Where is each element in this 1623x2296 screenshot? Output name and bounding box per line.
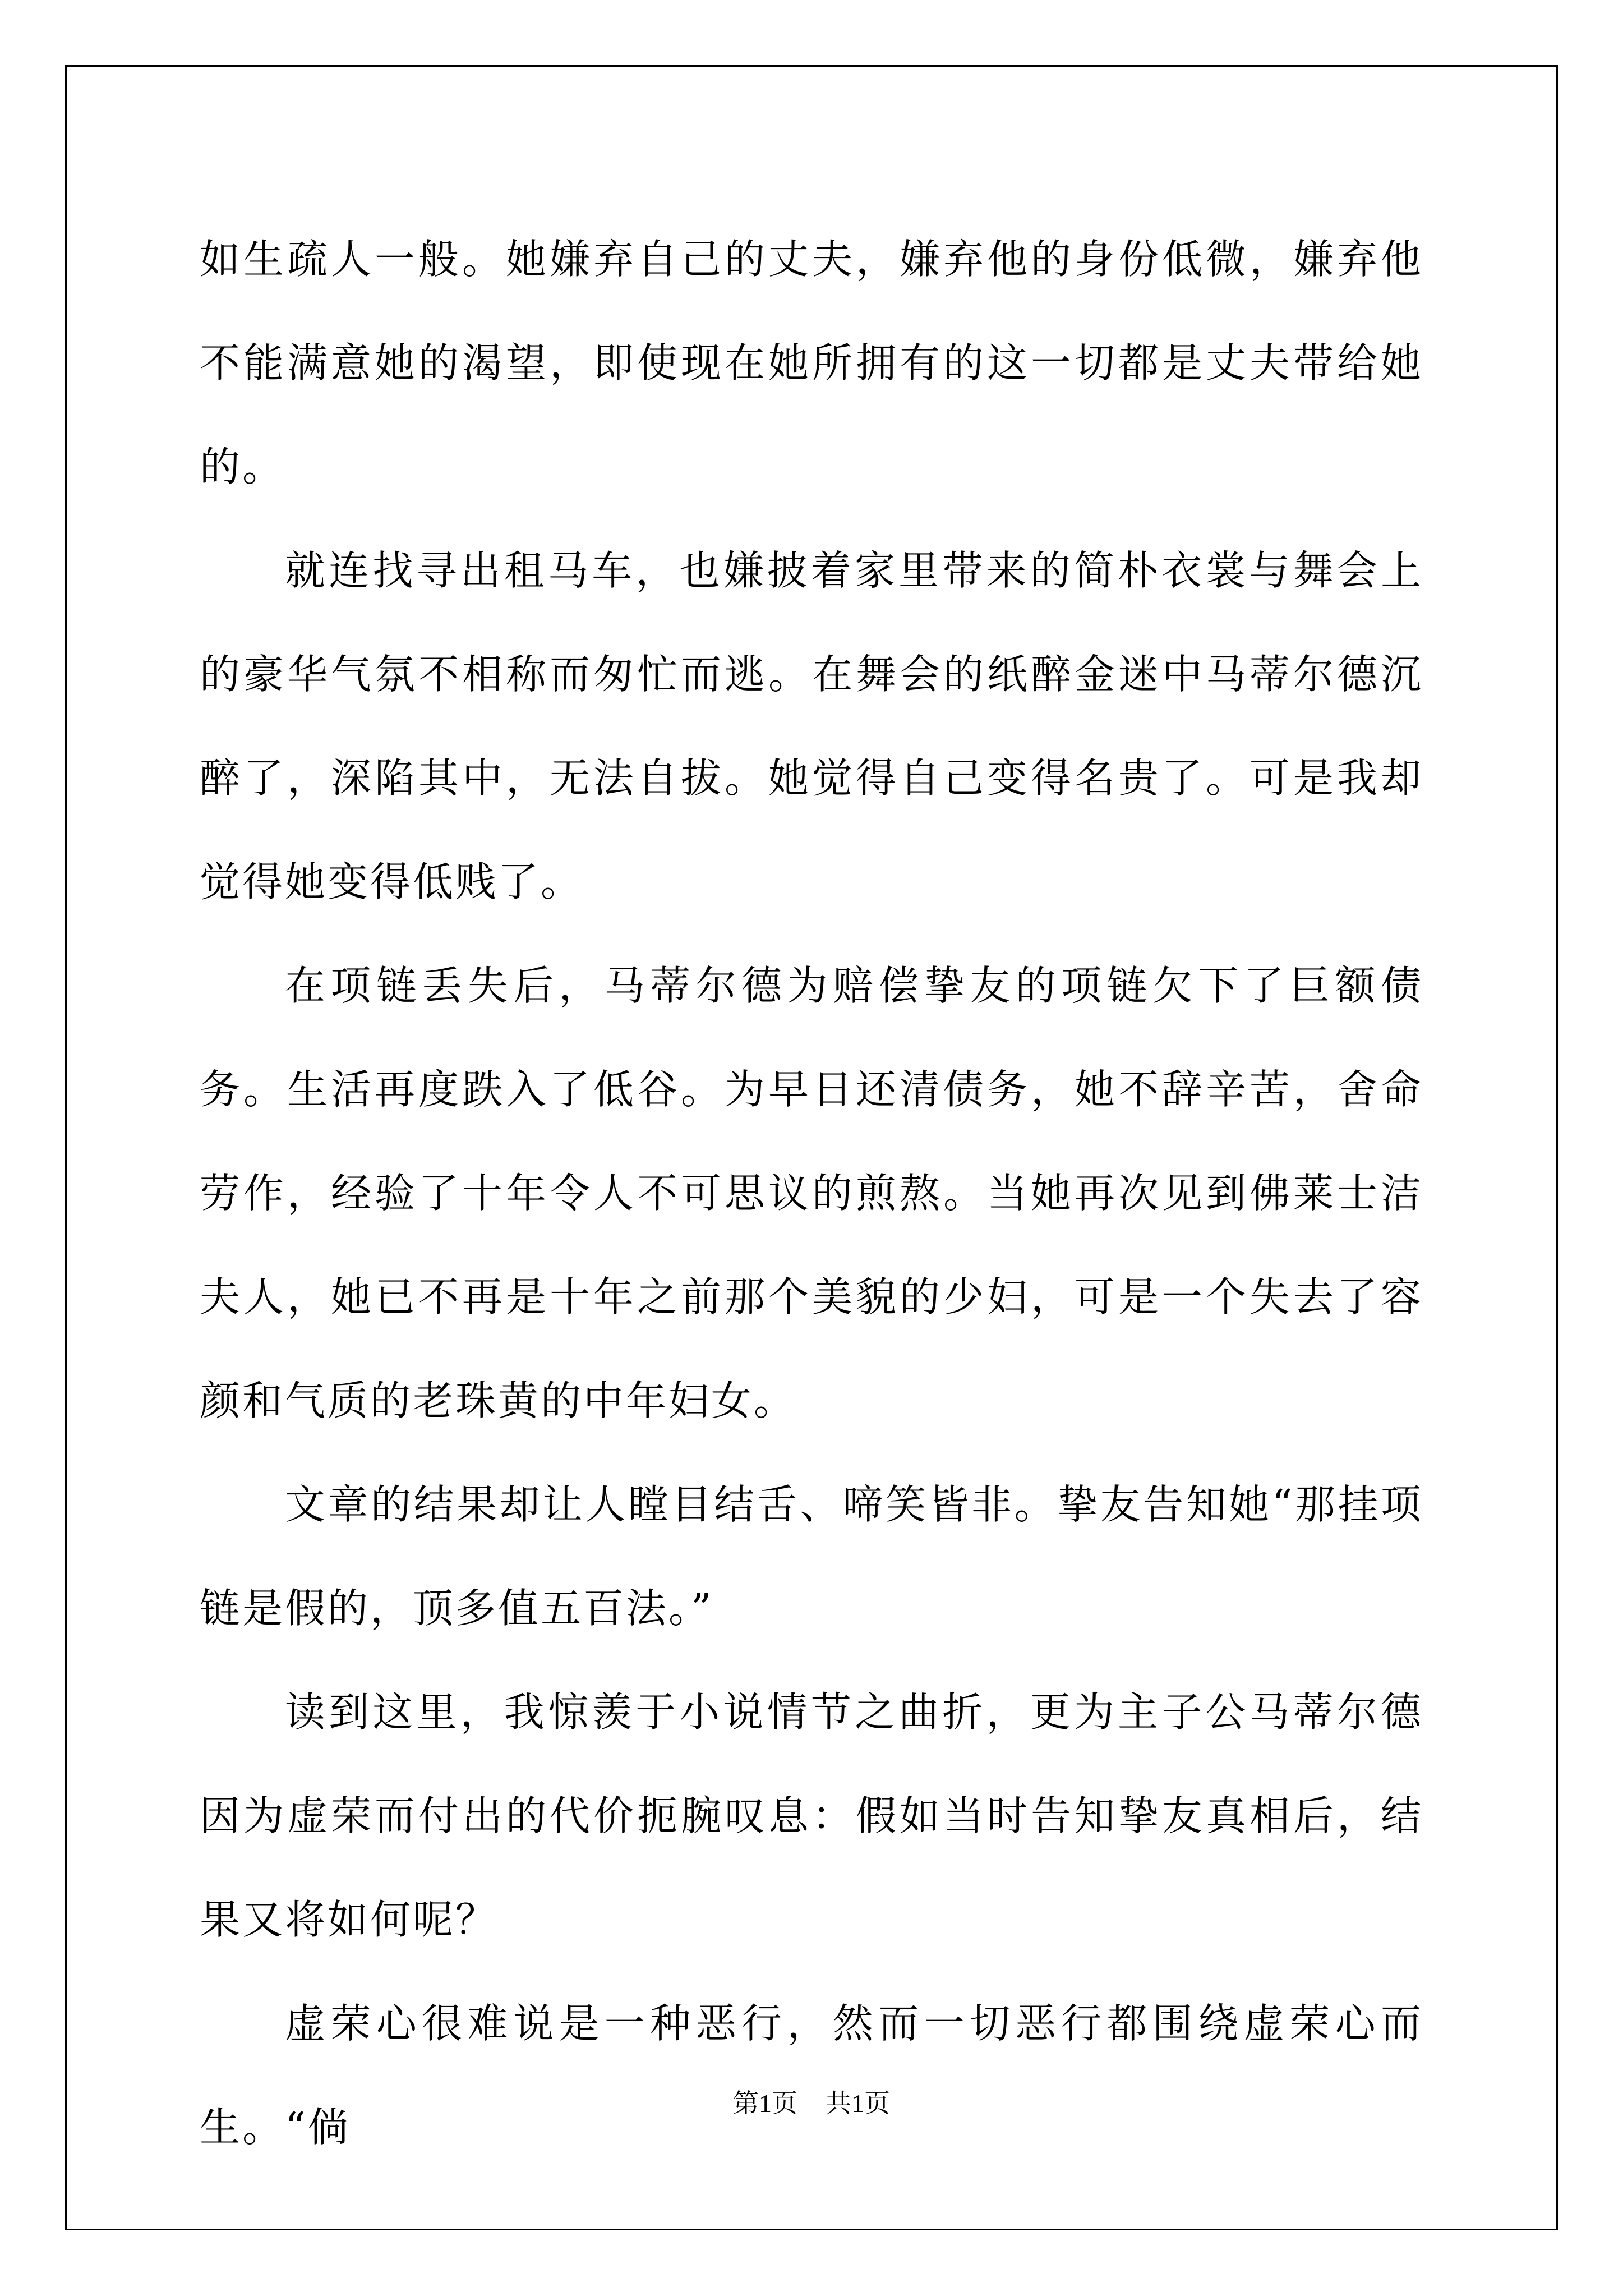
paragraph-3: 在项链丢失后，马蒂尔德为赔偿挚友的项链欠下了巨额债务。生活再度跌入了低谷。为早日还清债务，她不辞辛苦，舍命劳作，经验了十年令人不可思议的煎熬。当她再次见到佛莱士洁夫人，她已不再是十年之前那个美貌的少妇，可是一个失去了容颜和气质的老珠黄的中年妇女。 [200,962,1423,1424]
page-total: 共1页 [826,2089,890,2118]
page-number: 第1页 [733,2089,797,2118]
paragraph-6: 虚荣心很难说是一种恶行，然而一切恶行都围绕虚荣心而生。“倘 [200,2000,1423,2151]
paragraph-1: 如生疏人一般。她嫌弃自己的丈夫，嫌弃他的身份低微，嫌弃他不能满意她的渴望，即使现在她所拥有的这一切都是丈夫带给她的。 [200,236,1423,490]
page-footer [0,2087,1623,2120]
paragraph-2: 就连找寻出租马车，也嫌披着家里带来的简朴衣裳与舞会上的豪华气氛不相称而匆忙而逃。在舞会的纸醉金迷中马蒂尔德沉醉了，深陷其中，无法自拔。她觉得自己变得名贵了。可是我却觉得她变得低贱了。 [200,547,1423,905]
paragraph-4: 文章的结果却让人瞠目结舌、啼笑皆非。挚友告知她“那挂项链是假的，顶多值五百法。” [200,1481,1423,1632]
document-body [200,208,1423,2179]
paragraph-5: 读到这里，我惊羡于小说情节之曲折，更为主子公马蒂尔德因为虚荣而付出的代价扼腕叹息：假如当时告知挚友真相后，结果又将如何呢？ [200,1688,1423,1943]
